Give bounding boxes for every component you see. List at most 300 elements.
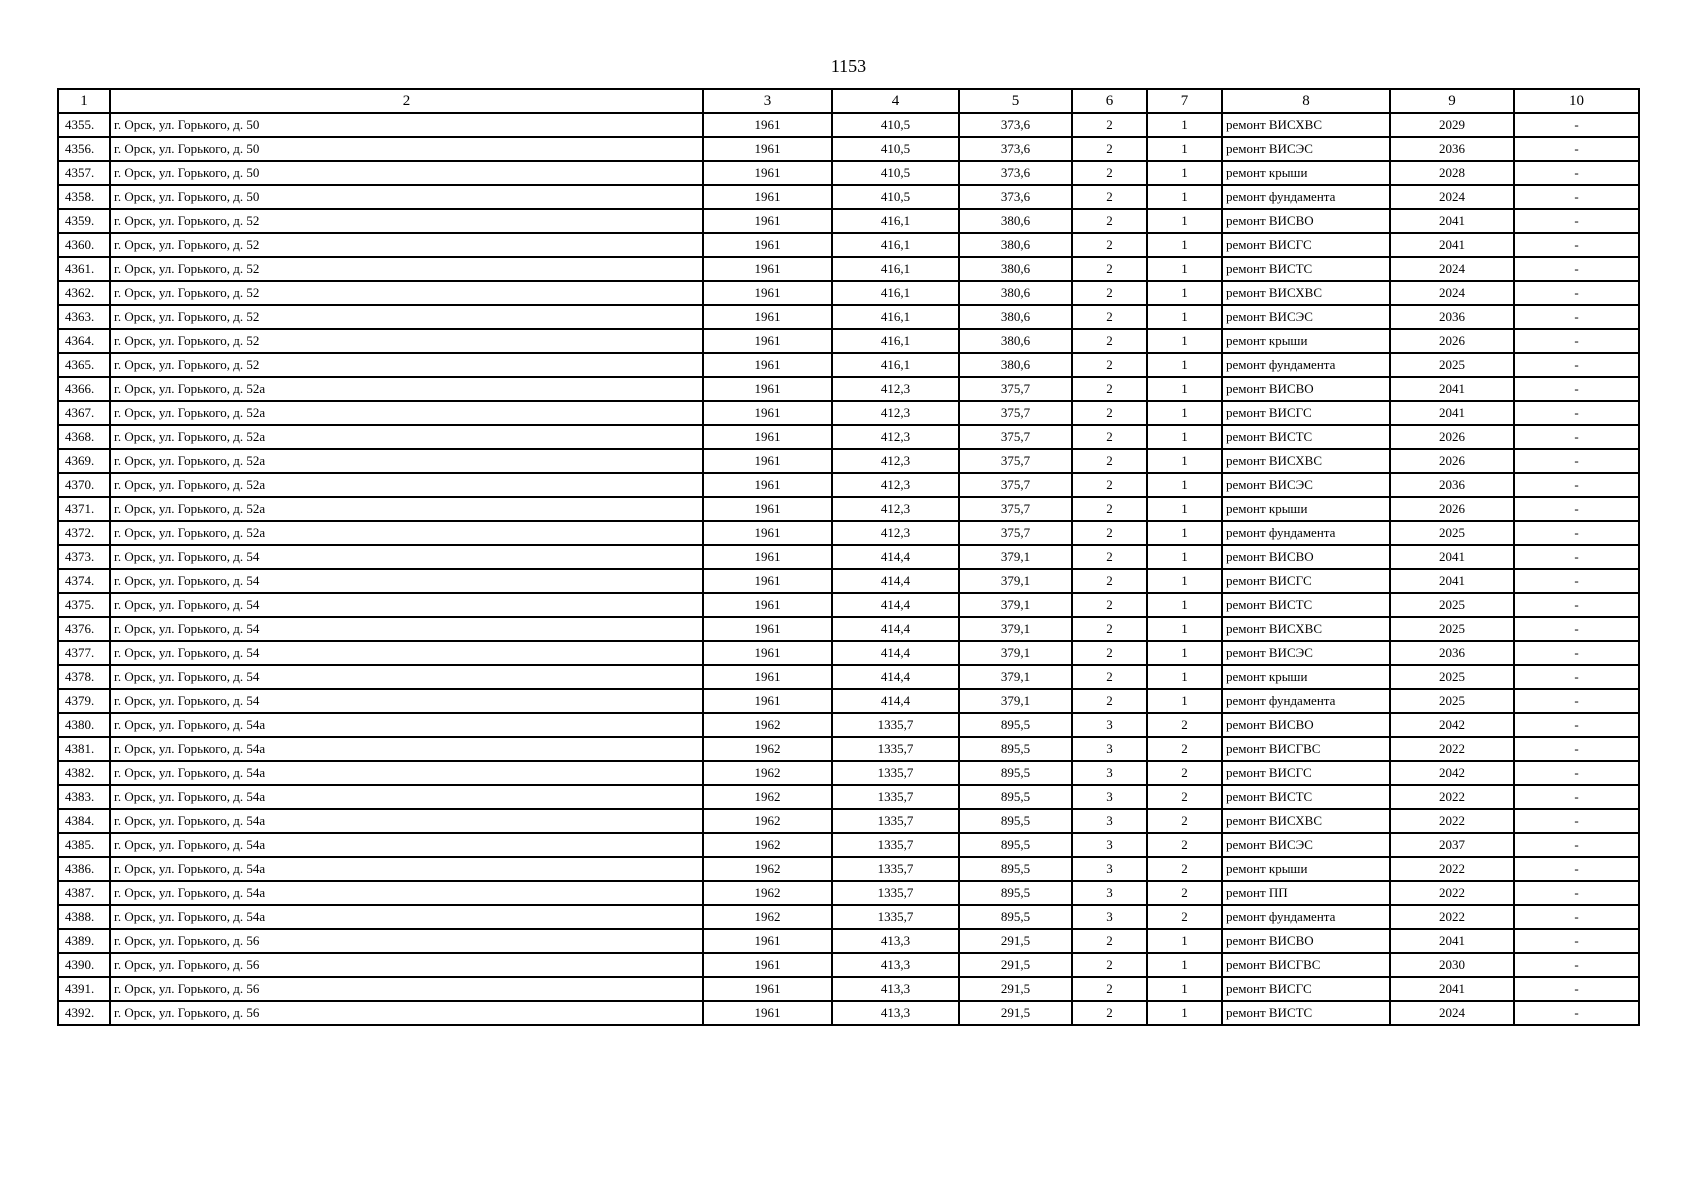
cell-entrances: 1 [1147,617,1222,641]
cell-work-type: ремонт ВИСВО [1222,713,1390,737]
cell-note: - [1514,689,1639,713]
cell-address: г. Орск, ул. Горького, д. 54а [110,881,703,905]
cell-note: - [1514,473,1639,497]
cell-floors: 2 [1072,545,1147,569]
cell-floors: 2 [1072,401,1147,425]
cell-year-built: 1961 [703,593,832,617]
cell-year-built: 1961 [703,521,832,545]
table-row [58,833,1639,857]
cell-total-area: 1335,7 [832,737,959,761]
cell-address: г. Орск, ул. Горького, д. 54а [110,833,703,857]
cell-note: - [1514,857,1639,881]
cell-year-built: 1961 [703,209,832,233]
cell-year-built: 1961 [703,665,832,689]
cell-living-area: 291,5 [959,977,1072,1001]
table-row [58,881,1639,905]
cell-living-area: 380,6 [959,329,1072,353]
cell-living-area: 379,1 [959,665,1072,689]
cell-floors: 2 [1072,977,1147,1001]
cell-floors: 2 [1072,593,1147,617]
table-row [58,305,1639,329]
cell-total-area: 414,4 [832,545,959,569]
column-header-1: 1 [58,89,110,113]
cell-planned-year: 2026 [1390,449,1514,473]
cell-row-number: 4361. [58,257,110,281]
cell-living-area: 373,6 [959,137,1072,161]
cell-planned-year: 2022 [1390,857,1514,881]
cell-living-area: 375,7 [959,449,1072,473]
cell-floors: 3 [1072,809,1147,833]
cell-row-number: 4367. [58,401,110,425]
cell-work-type: ремонт ВИСГВС [1222,737,1390,761]
cell-work-type: ремонт ВИСТС [1222,1001,1390,1025]
cell-work-type: ремонт крыши [1222,329,1390,353]
cell-floors: 2 [1072,305,1147,329]
cell-address: г. Орск, ул. Горького, д. 54а [110,737,703,761]
cell-floors: 2 [1072,425,1147,449]
cell-row-number: 4381. [58,737,110,761]
cell-year-built: 1961 [703,449,832,473]
cell-floors: 2 [1072,953,1147,977]
cell-floors: 3 [1072,905,1147,929]
cell-floors: 3 [1072,785,1147,809]
cell-work-type: ремонт ВИСТС [1222,593,1390,617]
cell-note: - [1514,641,1639,665]
cell-year-built: 1962 [703,857,832,881]
cell-note: - [1514,833,1639,857]
cell-planned-year: 2026 [1390,497,1514,521]
cell-floors: 2 [1072,209,1147,233]
cell-living-area: 380,6 [959,257,1072,281]
cell-row-number: 4371. [58,497,110,521]
cell-address: г. Орск, ул. Горького, д. 54а [110,785,703,809]
cell-floors: 2 [1072,689,1147,713]
cell-note: - [1514,545,1639,569]
cell-row-number: 4387. [58,881,110,905]
cell-planned-year: 2028 [1390,161,1514,185]
cell-planned-year: 2036 [1390,305,1514,329]
cell-total-area: 416,1 [832,233,959,257]
cell-living-area: 375,7 [959,377,1072,401]
cell-floors: 2 [1072,377,1147,401]
cell-floors: 2 [1072,521,1147,545]
cell-living-area: 895,5 [959,857,1072,881]
table-row [58,497,1639,521]
cell-work-type: ремонт ВИСВО [1222,545,1390,569]
cell-row-number: 4380. [58,713,110,737]
cell-floors: 2 [1072,137,1147,161]
cell-floors: 2 [1072,281,1147,305]
cell-address: г. Орск, ул. Горького, д. 52а [110,401,703,425]
cell-note: - [1514,737,1639,761]
cell-row-number: 4391. [58,977,110,1001]
cell-total-area: 416,1 [832,281,959,305]
cell-floors: 2 [1072,569,1147,593]
cell-entrances: 2 [1147,833,1222,857]
cell-planned-year: 2026 [1390,425,1514,449]
cell-total-area: 414,4 [832,617,959,641]
cell-floors: 3 [1072,833,1147,857]
cell-work-type: ремонт фундамента [1222,521,1390,545]
cell-note: - [1514,905,1639,929]
cell-work-type: ремонт ВИСХВС [1222,449,1390,473]
cell-total-area: 413,3 [832,953,959,977]
table-row [58,665,1639,689]
cell-total-area: 413,3 [832,929,959,953]
cell-entrances: 1 [1147,521,1222,545]
cell-row-number: 4366. [58,377,110,401]
cell-work-type: ремонт ВИСХВС [1222,113,1390,137]
header-row [58,89,1639,113]
cell-work-type: ремонт ВИСГС [1222,569,1390,593]
cell-address: г. Орск, ул. Горького, д. 54 [110,569,703,593]
cell-address: г. Орск, ул. Горького, д. 52 [110,329,703,353]
cell-living-area: 373,6 [959,113,1072,137]
cell-row-number: 4383. [58,785,110,809]
cell-row-number: 4392. [58,1001,110,1025]
cell-row-number: 4357. [58,161,110,185]
cell-address: г. Орск, ул. Горького, д. 54 [110,617,703,641]
cell-address: г. Орск, ул. Горького, д. 54а [110,713,703,737]
cell-year-built: 1962 [703,761,832,785]
table-row [58,977,1639,1001]
table-row [58,593,1639,617]
cell-year-built: 1961 [703,1001,832,1025]
cell-living-area: 380,6 [959,209,1072,233]
cell-year-built: 1962 [703,737,832,761]
cell-work-type: ремонт крыши [1222,497,1390,521]
cell-entrances: 1 [1147,569,1222,593]
cell-entrances: 2 [1147,737,1222,761]
cell-entrances: 1 [1147,137,1222,161]
cell-year-built: 1961 [703,497,832,521]
table-row [58,185,1639,209]
cell-total-area: 410,5 [832,113,959,137]
cell-row-number: 4376. [58,617,110,641]
column-header-9: 9 [1390,89,1514,113]
cell-address: г. Орск, ул. Горького, д. 52а [110,449,703,473]
cell-work-type: ремонт ВИСТС [1222,425,1390,449]
cell-total-area: 412,3 [832,425,959,449]
cell-year-built: 1961 [703,161,832,185]
cell-row-number: 4363. [58,305,110,329]
cell-planned-year: 2036 [1390,641,1514,665]
cell-work-type: ремонт ВИСВО [1222,377,1390,401]
cell-floors: 2 [1072,641,1147,665]
cell-note: - [1514,977,1639,1001]
cell-address: г. Орск, ул. Горького, д. 54 [110,689,703,713]
cell-note: - [1514,209,1639,233]
cell-entrances: 2 [1147,857,1222,881]
cell-row-number: 4375. [58,593,110,617]
cell-planned-year: 2036 [1390,137,1514,161]
cell-address: г. Орск, ул. Горького, д. 52 [110,353,703,377]
cell-work-type: ремонт крыши [1222,665,1390,689]
cell-total-area: 414,4 [832,689,959,713]
cell-work-type: ремонт ВИСГС [1222,401,1390,425]
cell-row-number: 4389. [58,929,110,953]
cell-floors: 3 [1072,737,1147,761]
cell-work-type: ремонт ВИСГС [1222,233,1390,257]
cell-note: - [1514,377,1639,401]
cell-floors: 2 [1072,473,1147,497]
cell-note: - [1514,953,1639,977]
cell-planned-year: 2025 [1390,617,1514,641]
cell-floors: 2 [1072,233,1147,257]
cell-note: - [1514,761,1639,785]
cell-planned-year: 2041 [1390,977,1514,1001]
cell-work-type: ремонт фундамента [1222,689,1390,713]
cell-living-area: 375,7 [959,521,1072,545]
table-row [58,449,1639,473]
cell-address: г. Орск, ул. Горького, д. 54 [110,593,703,617]
table-row [58,689,1639,713]
table-row [58,329,1639,353]
cell-total-area: 413,3 [832,1001,959,1025]
cell-work-type: ремонт ВИСВО [1222,209,1390,233]
cell-entrances: 2 [1147,761,1222,785]
cell-year-built: 1962 [703,881,832,905]
cell-note: - [1514,257,1639,281]
cell-work-type: ремонт ВИСВО [1222,929,1390,953]
cell-entrances: 1 [1147,425,1222,449]
cell-note: - [1514,809,1639,833]
cell-address: г. Орск, ул. Горького, д. 52а [110,425,703,449]
table-row [58,929,1639,953]
cell-note: - [1514,569,1639,593]
cell-planned-year: 2022 [1390,881,1514,905]
cell-total-area: 1335,7 [832,905,959,929]
cell-row-number: 4359. [58,209,110,233]
cell-address: г. Орск, ул. Горького, д. 52 [110,305,703,329]
cell-total-area: 412,3 [832,521,959,545]
cell-entrances: 1 [1147,641,1222,665]
cell-entrances: 1 [1147,329,1222,353]
table-row [58,1001,1639,1025]
cell-year-built: 1961 [703,401,832,425]
cell-living-area: 895,5 [959,761,1072,785]
table-row [58,809,1639,833]
cell-living-area: 375,7 [959,497,1072,521]
table-row [58,617,1639,641]
cell-row-number: 4362. [58,281,110,305]
cell-row-number: 4374. [58,569,110,593]
cell-work-type: ремонт ВИСТС [1222,257,1390,281]
cell-living-area: 379,1 [959,569,1072,593]
cell-living-area: 379,1 [959,617,1072,641]
cell-living-area: 291,5 [959,929,1072,953]
cell-note: - [1514,665,1639,689]
cell-year-built: 1961 [703,377,832,401]
table-row [58,425,1639,449]
cell-living-area: 895,5 [959,833,1072,857]
table-row [58,785,1639,809]
cell-row-number: 4369. [58,449,110,473]
cell-address: г. Орск, ул. Горького, д. 54 [110,545,703,569]
cell-year-built: 1961 [703,329,832,353]
cell-year-built: 1961 [703,233,832,257]
cell-living-area: 373,6 [959,185,1072,209]
cell-address: г. Орск, ул. Горького, д. 52а [110,473,703,497]
cell-total-area: 416,1 [832,209,959,233]
cell-year-built: 1961 [703,953,832,977]
cell-row-number: 4379. [58,689,110,713]
cell-planned-year: 2036 [1390,473,1514,497]
cell-year-built: 1961 [703,257,832,281]
cell-note: - [1514,497,1639,521]
cell-total-area: 416,1 [832,257,959,281]
cell-total-area: 412,3 [832,449,959,473]
cell-note: - [1514,233,1639,257]
cell-work-type: ремонт крыши [1222,857,1390,881]
cell-total-area: 414,4 [832,665,959,689]
cell-row-number: 4385. [58,833,110,857]
cell-year-built: 1961 [703,305,832,329]
cell-planned-year: 2037 [1390,833,1514,857]
table-row [58,257,1639,281]
cell-address: г. Орск, ул. Горького, д. 50 [110,137,703,161]
cell-total-area: 410,5 [832,137,959,161]
cell-address: г. Орск, ул. Горького, д. 56 [110,1001,703,1025]
cell-year-built: 1961 [703,689,832,713]
repair-schedule-table [57,88,1640,1026]
cell-planned-year: 2041 [1390,233,1514,257]
table-row [58,233,1639,257]
cell-floors: 2 [1072,617,1147,641]
cell-address: г. Орск, ул. Горького, д. 50 [110,113,703,137]
cell-total-area: 410,5 [832,185,959,209]
cell-row-number: 4358. [58,185,110,209]
cell-row-number: 4355. [58,113,110,137]
cell-address: г. Орск, ул. Горького, д. 52а [110,377,703,401]
cell-address: г. Орск, ул. Горького, д. 54а [110,761,703,785]
cell-row-number: 4388. [58,905,110,929]
cell-address: г. Орск, ул. Горького, д. 54 [110,641,703,665]
cell-floors: 3 [1072,881,1147,905]
column-header-3: 3 [703,89,832,113]
table-row [58,161,1639,185]
cell-note: - [1514,521,1639,545]
cell-work-type: ремонт ВИСТС [1222,785,1390,809]
cell-entrances: 1 [1147,665,1222,689]
table-row [58,905,1639,929]
table-row [58,641,1639,665]
cell-planned-year: 2022 [1390,905,1514,929]
table-body [58,113,1639,1025]
cell-entrances: 1 [1147,593,1222,617]
table-row [58,473,1639,497]
cell-living-area: 895,5 [959,881,1072,905]
cell-entrances: 1 [1147,377,1222,401]
cell-entrances: 1 [1147,233,1222,257]
cell-row-number: 4370. [58,473,110,497]
cell-address: г. Орск, ул. Горького, д. 52 [110,233,703,257]
cell-work-type: ремонт ПП [1222,881,1390,905]
cell-year-built: 1961 [703,137,832,161]
cell-floors: 2 [1072,329,1147,353]
cell-row-number: 4390. [58,953,110,977]
cell-total-area: 412,3 [832,377,959,401]
cell-year-built: 1961 [703,113,832,137]
cell-note: - [1514,449,1639,473]
cell-note: - [1514,353,1639,377]
cell-living-area: 375,7 [959,473,1072,497]
cell-planned-year: 2024 [1390,1001,1514,1025]
cell-planned-year: 2042 [1390,761,1514,785]
cell-address: г. Орск, ул. Горького, д. 52 [110,209,703,233]
cell-address: г. Орск, ул. Горького, д. 54а [110,905,703,929]
cell-address: г. Орск, ул. Горького, д. 50 [110,161,703,185]
cell-year-built: 1961 [703,617,832,641]
cell-note: - [1514,785,1639,809]
cell-total-area: 1335,7 [832,833,959,857]
cell-note: - [1514,617,1639,641]
cell-planned-year: 2041 [1390,401,1514,425]
cell-note: - [1514,185,1639,209]
cell-address: г. Орск, ул. Горького, д. 56 [110,953,703,977]
cell-work-type: ремонт ВИСХВС [1222,281,1390,305]
cell-note: - [1514,713,1639,737]
cell-entrances: 1 [1147,689,1222,713]
cell-living-area: 895,5 [959,809,1072,833]
cell-living-area: 380,6 [959,281,1072,305]
cell-year-built: 1962 [703,785,832,809]
column-header-2: 2 [110,89,703,113]
cell-note: - [1514,929,1639,953]
cell-living-area: 895,5 [959,713,1072,737]
cell-total-area: 412,3 [832,473,959,497]
cell-entrances: 2 [1147,713,1222,737]
cell-total-area: 414,4 [832,641,959,665]
cell-planned-year: 2022 [1390,809,1514,833]
cell-floors: 2 [1072,929,1147,953]
cell-planned-year: 2022 [1390,737,1514,761]
cell-year-built: 1961 [703,185,832,209]
cell-work-type: ремонт ВИСГС [1222,761,1390,785]
cell-living-area: 380,6 [959,305,1072,329]
table-row [58,137,1639,161]
cell-living-area: 895,5 [959,905,1072,929]
cell-year-built: 1962 [703,905,832,929]
cell-note: - [1514,881,1639,905]
cell-row-number: 4382. [58,761,110,785]
cell-living-area: 375,7 [959,425,1072,449]
table-row [58,401,1639,425]
cell-planned-year: 2029 [1390,113,1514,137]
cell-planned-year: 2041 [1390,929,1514,953]
cell-row-number: 4386. [58,857,110,881]
cell-year-built: 1961 [703,425,832,449]
cell-planned-year: 2024 [1390,281,1514,305]
cell-work-type: ремонт фундамента [1222,185,1390,209]
cell-work-type: ремонт ВИСЭС [1222,305,1390,329]
table-row [58,953,1639,977]
cell-floors: 2 [1072,257,1147,281]
cell-total-area: 414,4 [832,593,959,617]
cell-total-area: 1335,7 [832,857,959,881]
cell-row-number: 4368. [58,425,110,449]
column-header-7: 7 [1147,89,1222,113]
cell-living-area: 379,1 [959,545,1072,569]
cell-living-area: 291,5 [959,1001,1072,1025]
cell-planned-year: 2022 [1390,785,1514,809]
cell-living-area: 380,6 [959,353,1072,377]
cell-living-area: 379,1 [959,641,1072,665]
cell-row-number: 4364. [58,329,110,353]
cell-row-number: 4384. [58,809,110,833]
cell-entrances: 2 [1147,881,1222,905]
cell-note: - [1514,305,1639,329]
